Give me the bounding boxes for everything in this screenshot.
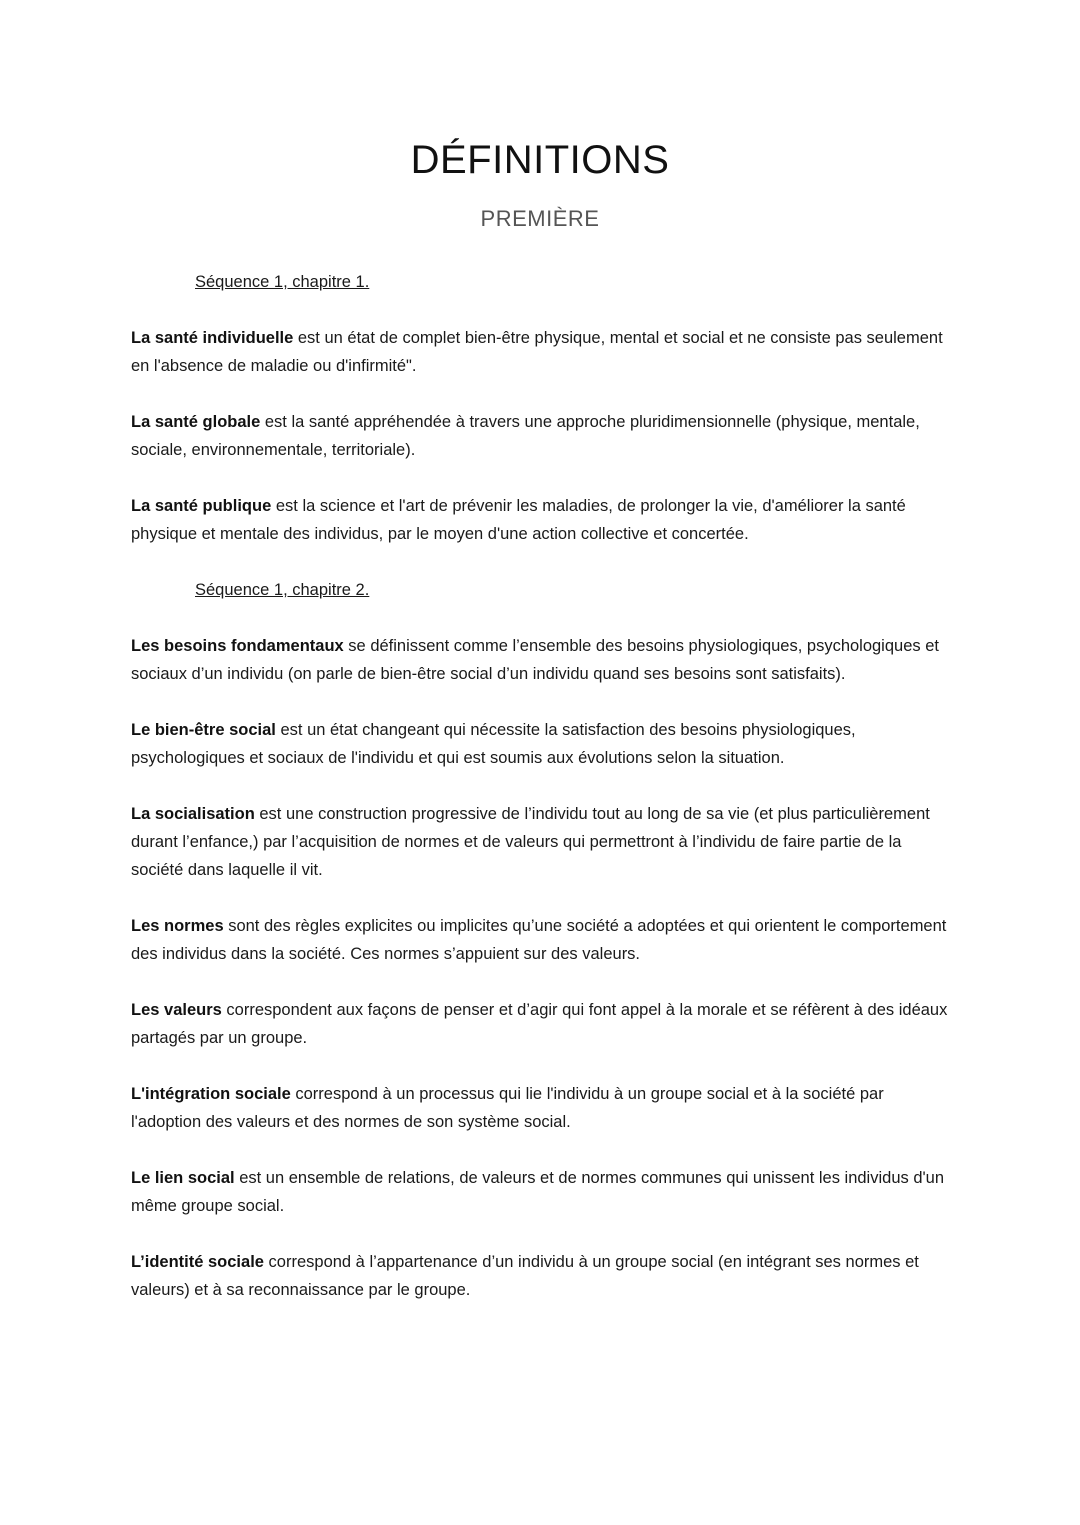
definition-term: La santé publique [131,497,272,515]
definition-paragraph [131,1080,951,1136]
definition-text: correspondent aux façons de penser et d’agir qui font appel à la morale et se réfèrent à des idéaux partagés par un groupe. [131,1001,948,1047]
section-heading: Séquence 1, chapitre 1. [195,273,370,291]
section-sequence-1-chapter-2 [131,576,951,1304]
definition-text: est la science et l'art de prévenir les maladies, de prolonger la vie, d'améliorer la santé physique et mentale des individus, par le moyen d'une action collective et concertée. [131,497,906,543]
definition-text: est la santé appréhendée à travers une approche pluridimensionnelle (physique, mentale, sociale, environnementale, territoriale). [131,413,920,459]
definition-term: L’identité sociale [131,1253,264,1271]
page-subtitle: PREMIÈRE [480,206,600,231]
definition-term: L'intégration sociale [131,1085,291,1103]
definition-text: est un ensemble de relations, de valeurs et de normes communes qui unissent les individus d'un même groupe social. [131,1169,945,1215]
definition-paragraph [131,1164,951,1220]
definition-text: est un état de complet bien-être physique, mental et social et ne consiste pas seulement en l'absence de maladie ou d'infirmité". [131,329,943,375]
definition-text: sont des règles explicites ou implicites qu’une société a adoptées et qui orientent le comportement des individus dans la société. Ces normes s’appuient sur des valeurs. [131,917,947,963]
definition-term: La santé individuelle [131,329,294,347]
definition-term: La socialisation [131,805,255,823]
definition-paragraph [131,632,951,688]
definition-text: se définissent comme l’ensemble des besoins physiologiques, psychologiques et sociaux d’un individu (on parle de bien-être social d’un individu quand ses besoins sont satisfaits). [131,637,939,683]
definition-paragraph [131,800,951,884]
definition-text: est un état changeant qui nécessite la satisfaction des besoins physiologiques, psychologiques et sociaux de l'individu et qui est soumis aux évolutions selon la situation. [131,721,856,767]
definition-paragraph [131,996,951,1052]
definition-text: correspond à un processus qui lie l'individu à un groupe social et à la société par l'adoption des valeurs et des normes de son système social. [131,1085,884,1131]
definition-term: Les normes [131,917,224,935]
definition-paragraph [131,492,951,548]
definition-term: Les valeurs [131,1001,222,1019]
section-sequence-1-chapter-1 [131,268,951,548]
definition-term: Le lien social [131,1169,235,1187]
definition-term: Le bien-être social [131,721,276,739]
definition-paragraph [131,912,951,968]
definition-paragraph [131,716,951,772]
definition-term: Les besoins fondamentaux [131,637,344,655]
section-heading: Séquence 1, chapitre 2. [195,581,370,599]
definition-text: correspond à l’appartenance d’un individu à un groupe social (en intégrant ses normes et valeurs) et à sa reconnaissance par le groupe. [131,1253,919,1299]
definition-paragraph [131,324,951,380]
definition-paragraph [131,408,951,464]
document-body [131,268,951,1332]
definition-paragraph [131,1248,951,1304]
page-title: DÉFINITIONS [410,138,670,182]
definition-text: est une construction progressive de l’individu tout au long de sa vie (et plus particulièrement durant l’enfance,) par l’acquisition de normes et de valeurs qui permettront à l’individu de faire partie de la société dans laquelle il vit. [131,805,930,879]
definition-term: La santé globale [131,413,261,431]
